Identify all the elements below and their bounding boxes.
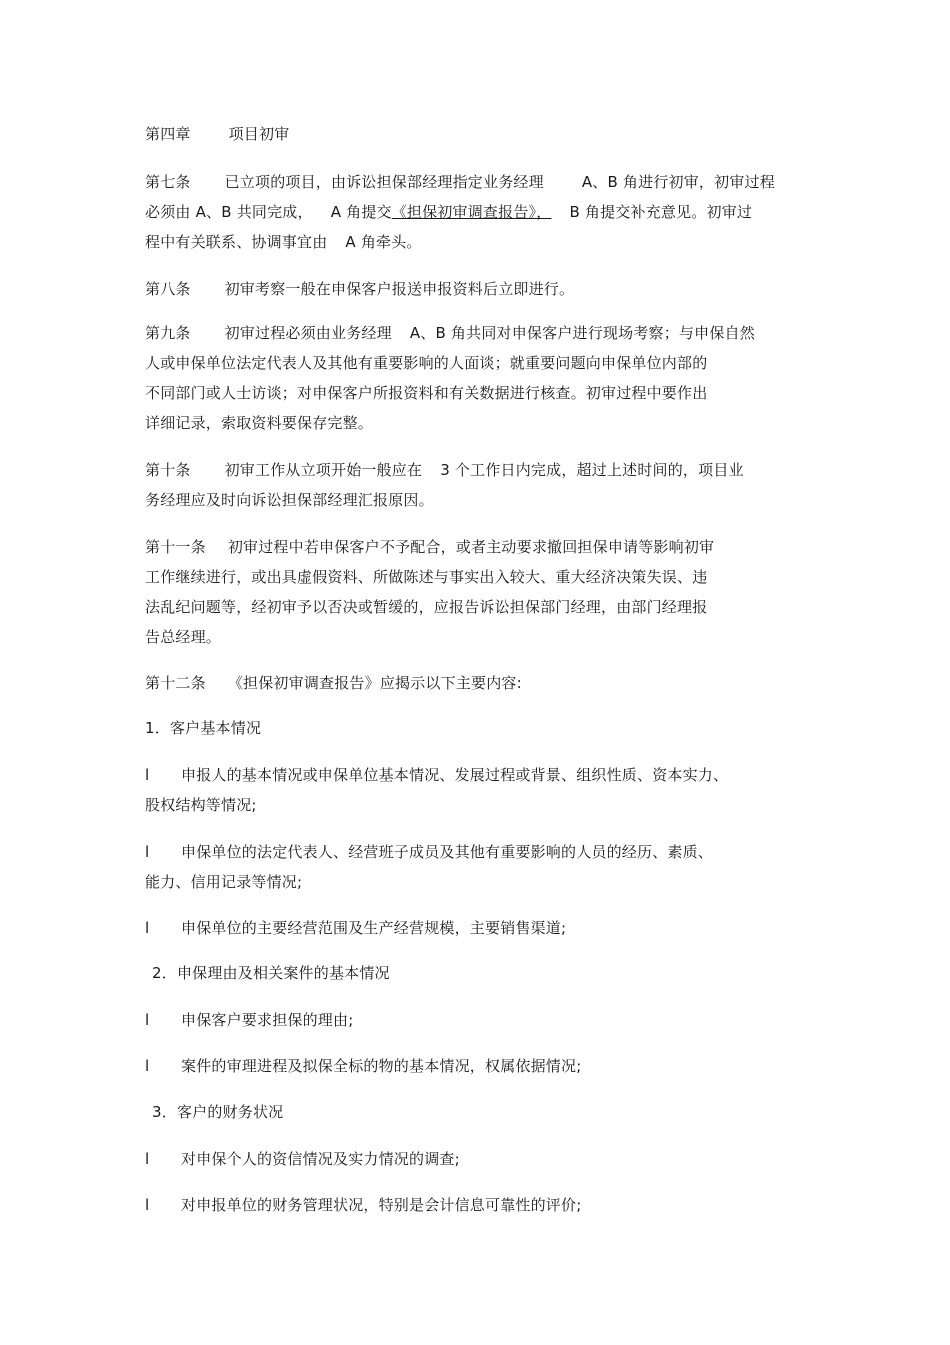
section-1-bullet-2-line-1 — [145, 842, 713, 862]
bullet-text: 申保单位的主要经营范围及生产经营规模，主要销售渠道; — [181, 919, 567, 937]
section-3-bullet-2 — [145, 1195, 581, 1215]
bullet-marker: l — [145, 766, 150, 784]
section-2-title — [145, 963, 390, 983]
section-1-bullet-1-line-1 — [145, 765, 728, 785]
article-10-label: 第十条 — [145, 461, 191, 479]
article-12-label: 第十二条 — [145, 674, 206, 692]
article-7-text: A 角提交 — [330, 203, 392, 221]
article-7-label: 第七条 — [145, 173, 191, 191]
article-12 — [145, 673, 522, 693]
article-7-line-2 — [145, 202, 752, 222]
article-7-line-3 — [145, 232, 422, 252]
article-9-label: 第九条 — [145, 324, 191, 342]
article-12-text: 《担保初审调查报告》应揭示以下主要内容: — [227, 674, 522, 692]
chapter-label: 第四章 — [145, 125, 191, 143]
article-8-label: 第八条 — [145, 280, 191, 298]
bullet-text: 对申保个人的资信情况及实力情况的调查; — [181, 1150, 460, 1168]
article-7-text: 必须由 A、B 共同完成， — [145, 203, 313, 221]
bullet-text: 申保单位的法定代表人、经营班子成员及其他有重要影响的人员的经历、素质、 — [181, 843, 714, 861]
section-1-bullet-2-line-2: 能力、信用记录等情况; — [145, 873, 303, 891]
chapter-title: 项目初审 — [228, 125, 290, 143]
article-11-line-4: 告总经理。 — [145, 628, 222, 646]
article-7-text: A 角牵头。 — [345, 233, 422, 251]
bullet-marker: l — [145, 1011, 150, 1029]
section-2-title-text: 2．申保理由及相关案件的基本情况 — [152, 964, 390, 982]
article-9-line-3: 不同部门或人士访谈；对申保客户所报资料和有关数据进行核查。初审过程中要作出 — [145, 384, 708, 402]
article-8 — [145, 279, 574, 299]
article-7-text: B 角提交补充意见。初审过 — [569, 203, 753, 221]
section-1-bullet-3 — [145, 918, 566, 938]
article-9-line-2: 人或申保单位法定代表人及其他有重要影响的人面谈；就重要问题向申保单位内部的 — [145, 354, 708, 372]
bullet-marker: l — [145, 919, 150, 937]
bullet-marker: l — [145, 1150, 150, 1168]
bullet-text: 申保客户要求担保的理由; — [181, 1011, 354, 1029]
article-7-line-1 — [145, 172, 775, 192]
article-9-text: 初审过程必须由业务经理 — [224, 324, 392, 342]
report-title-underlined: 《担保初审调查报告》， — [391, 203, 552, 221]
article-11-label: 第十一条 — [145, 538, 206, 556]
section-3-bullet-1 — [145, 1149, 460, 1169]
section-3-title — [145, 1102, 283, 1122]
section-1-title: 1．客户基本情况 — [145, 719, 262, 737]
article-11-line-2: 工作继续进行，或出具虚假资料、所做陈述与事实出入较大、重大经济决策失误、违 — [145, 568, 708, 586]
article-9-text: A、B 角共同对申保客户进行现场考察；与申保自然 — [409, 324, 755, 342]
section-3-title-text: 3．客户的财务状况 — [152, 1103, 284, 1121]
bullet-marker: l — [145, 1057, 150, 1075]
article-11-text: 初审过程中若申保客户不予配合，或者主动要求撤回担保申请等影响初审 — [227, 538, 715, 556]
article-7-text: A、B 角进行初审，初审过程 — [581, 173, 775, 191]
section-1-bullet-1-line-2: 股权结构等情况; — [145, 796, 257, 814]
bullet-text: 案件的审理进程及拟保全标的物的基本情况，权属依据情况; — [181, 1057, 582, 1075]
article-11-line-3: 法乱纪问题等，经初审予以否决或暂缓的，应报告诉讼担保部门经理，由部门经理报 — [145, 598, 708, 616]
article-7-text: 程中有关联系、协调事宜由 — [145, 233, 328, 251]
bullet-text: 申报人的基本情况或申保单位基本情况、发展过程或背景、组织性质、资本实力、 — [181, 766, 729, 784]
bullet-marker: l — [145, 1196, 150, 1214]
article-10-line-2: 务经理应及时向诉讼担保部经理汇报原因。 — [145, 491, 434, 509]
article-8-text: 初审考察一般在申保客户报送申报资料后立即进行。 — [224, 280, 575, 298]
article-10-line-1 — [145, 460, 744, 480]
section-2-bullet-2 — [145, 1056, 581, 1076]
article-10-text: 初审工作从立项开始一般应在 — [224, 461, 423, 479]
article-9-line-1 — [145, 323, 755, 343]
section-2-bullet-1 — [145, 1010, 353, 1030]
article-10-text: 3 个工作日内完成，超过上述时间的，项目业 — [440, 461, 744, 479]
article-7-text: 已立项的项目，由诉讼担保部经理指定业务经理 — [224, 173, 544, 191]
article-9-line-4: 详细记录，索取资料要保存完整。 — [145, 414, 374, 432]
chapter-heading — [145, 124, 289, 144]
bullet-marker: l — [145, 843, 150, 861]
bullet-text: 对申报单位的财务管理状况，特别是会计信息可靠性的评价; — [181, 1196, 582, 1214]
article-11-line-1 — [145, 537, 714, 557]
